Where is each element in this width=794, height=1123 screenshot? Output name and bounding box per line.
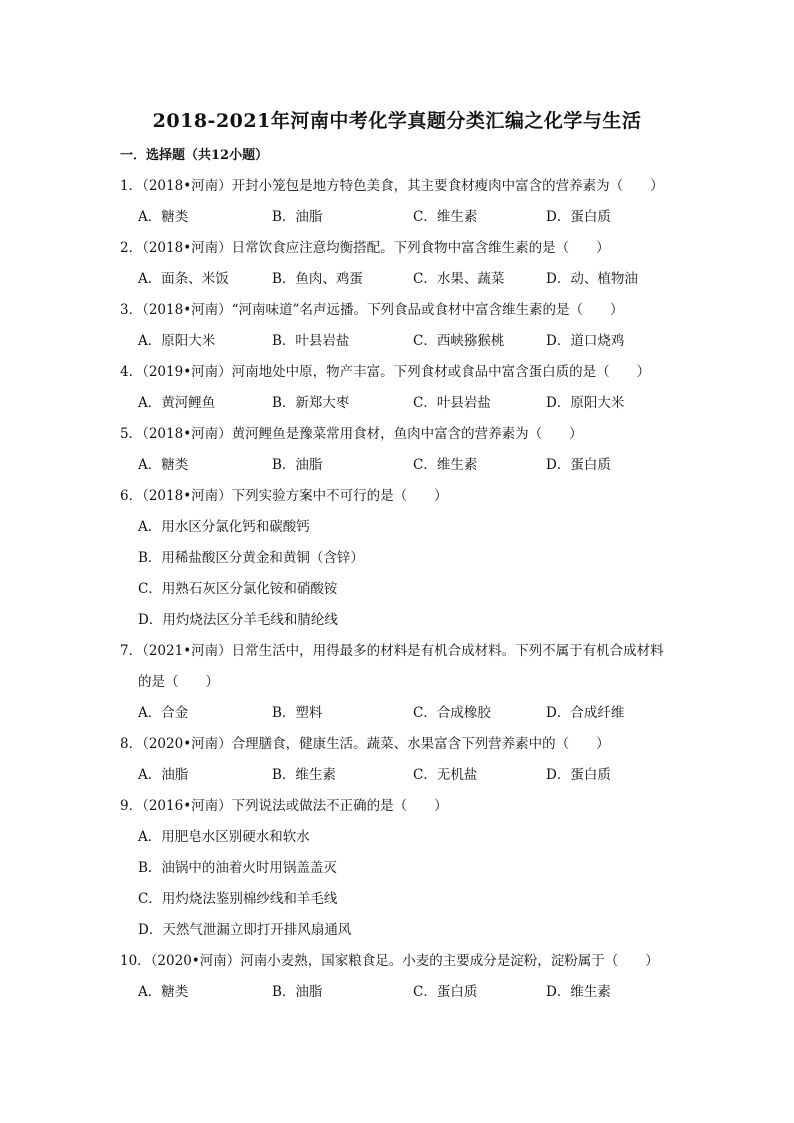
option-b: B．油脂 <box>272 984 323 1000</box>
option-d: D．天然气泄漏立即打开排风扇通风 <box>138 922 352 938</box>
question-stem: 2．（2018•河南）日常饮食应注意均衡搭配。下列食物中富含维生素的是（ ） <box>120 240 610 256</box>
option-c: C．维生素 <box>413 457 478 473</box>
option-a: A．糖类 <box>138 457 189 473</box>
page-title: 2018-2021年河南中考化学真题分类汇编之化学与生活 <box>152 110 642 132</box>
question-stem: 9．（2016•河南）下列说法或做法不正确的是（ ） <box>120 798 448 814</box>
option-c: C．用熟石灰区分氯化铵和硝酸铵 <box>138 581 338 597</box>
option-c: C．水果、蔬菜 <box>413 271 505 287</box>
option-row <box>0 326 794 357</box>
option-row <box>0 264 794 295</box>
option-b: B．叶县岩盐 <box>272 333 350 349</box>
option-d: D．维生素 <box>546 984 611 1000</box>
question-stem: 5．（2018•河南）黄河鲤鱼是豫菜常用食材，鱼肉中富含的营养素为（ ） <box>120 426 583 442</box>
option-row <box>0 698 794 729</box>
option-c: C．叶县岩盐 <box>413 395 491 411</box>
option-b: B．油锅中的油着火时用锅盖盖灭 <box>138 860 337 876</box>
option-a: A．糖类 <box>138 209 189 225</box>
option-a: A．用水区分氯化钙和碳酸钙 <box>138 519 310 535</box>
option-d: D．蛋白质 <box>546 209 611 225</box>
question-list <box>0 171 794 1008</box>
option-a: A．黄河鲤鱼 <box>138 395 216 411</box>
option-a: A．糖类 <box>138 984 189 1000</box>
option-d: D．用灼烧法区分羊毛线和腈纶线 <box>138 612 338 628</box>
question-stem: 10．（2020•河南）河南小麦熟，国家粮食足。小麦的主要成分是淀粉，淀粉属于（ ） <box>120 953 659 969</box>
question-stem: 1．（2018•河南）开封小笼包是地方特色美食，其主要食材瘦肉中富含的营养素为（ ） <box>120 178 664 194</box>
option-d: D．蛋白质 <box>546 767 611 783</box>
option-row <box>0 202 794 233</box>
option-row <box>0 388 794 419</box>
option-c: C．合成橡胶 <box>413 705 491 721</box>
option-b: B．用稀盐酸区分黄金和黄铜（含锌） <box>138 550 364 566</box>
option-b: B．油脂 <box>272 457 323 473</box>
option-a: A．面条、米饭 <box>138 271 229 287</box>
option-c: C．无机盐 <box>413 767 478 783</box>
option-d: D．动、植物油 <box>546 271 638 287</box>
question-stem-continuation: 的是（ ） <box>138 674 219 690</box>
option-a: A．油脂 <box>138 767 189 783</box>
section-heading: 一．选择题（共12小题） <box>120 148 269 163</box>
question-stem: 7．（2021•河南）日常生活中，用得最多的材料是有机合成材料。下列不属于有机合成材料 <box>120 643 664 659</box>
option-d: D．道口烧鸡 <box>546 333 625 349</box>
option-b: B．鱼肉、鸡蛋 <box>272 271 363 287</box>
option-b: B．油脂 <box>272 209 323 225</box>
option-b: B．塑料 <box>272 705 323 721</box>
option-b: B．新郑大枣 <box>272 395 350 411</box>
option-d: D．原阳大米 <box>546 395 625 411</box>
option-d: D．合成纤维 <box>546 705 625 721</box>
option-row <box>0 450 794 481</box>
question-stem: 3．（2018•河南）“河南味道”名声远播。下列食品或食材中富含维生素的是（ ） <box>120 302 624 318</box>
question-stem: 8．（2020•河南）合理膳食，健康生活。蔬菜、水果富含下列营养素中的（ ） <box>120 736 610 752</box>
option-row <box>0 760 794 791</box>
option-c: C．用灼烧法鉴别棉纱线和羊毛线 <box>138 891 338 907</box>
option-d: D．蛋白质 <box>546 457 611 473</box>
option-c: C．维生素 <box>413 209 478 225</box>
question-stem: 6．（2018•河南）下列实验方案中不可行的是（ ） <box>120 488 448 504</box>
option-row <box>0 977 794 1008</box>
option-c: C．西峡猕猴桃 <box>413 333 505 349</box>
option-b: B．维生素 <box>272 767 336 783</box>
option-a: A．原阳大米 <box>138 333 216 349</box>
option-a: A．合金 <box>138 705 189 721</box>
option-c: C．蛋白质 <box>413 984 478 1000</box>
question-stem: 4．（2019•河南）河南地处中原，物产丰富。下列食材或食品中富含蛋白质的是（ ） <box>120 364 651 380</box>
option-a: A．用肥皂水区别硬水和软水 <box>138 829 310 845</box>
